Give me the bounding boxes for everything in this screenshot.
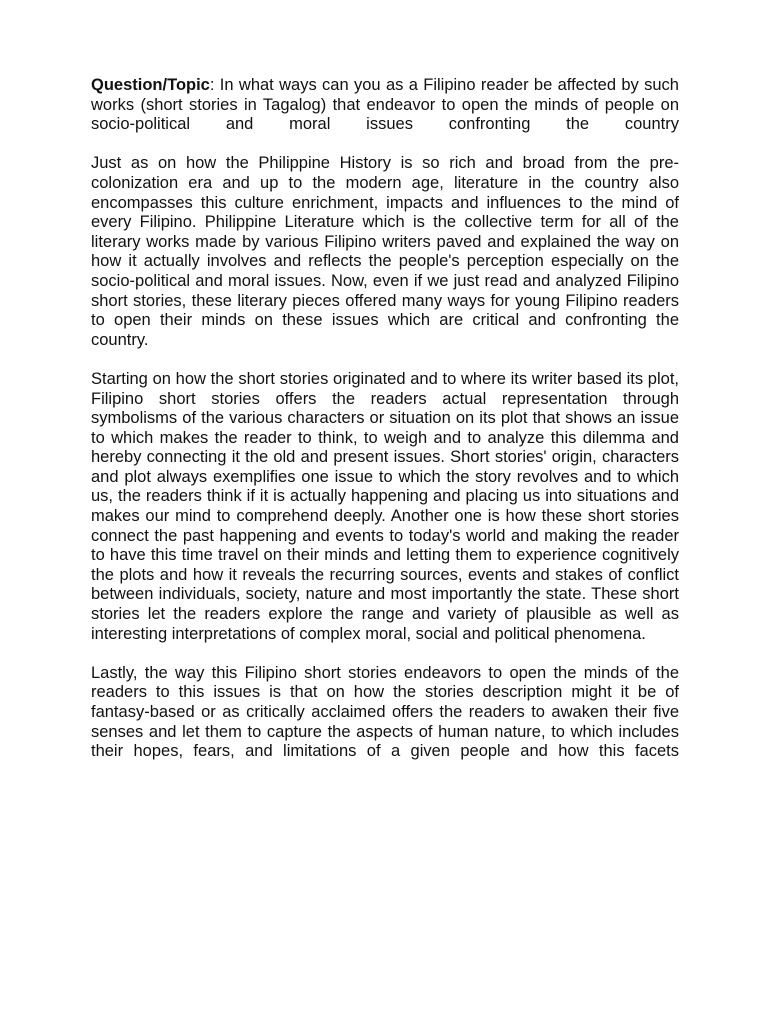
question-topic-text: : In what ways can you as a Filipino reader be affected by such works (short stories in Tagalog) that endeavor to open the minds of people on socio-political and moral issues confronting the country [91,76,679,134]
body-paragraph-1: Just as on how the Philippine History is so rich and broad from the pre-colonization era and up to the modern age, literature in the country also encompasses this culture enrichment, impacts and influences to the mind of every Filipino. Philippine Literature which is the collective term for all of the literary works made by various Filipino writers paved and explained the way on how it actually involves and reflects the people's perception especially on the socio-political and moral issues. Now, even if we just read and analyzed Filipino short stories, these literary pieces offered many ways for young Filipino readers to open their minds on these issues which are critical and confronting the country. [91,154,679,349]
question-topic-label: Question/Topic [91,76,210,94]
body-paragraph-3: Lastly, the way this Filipino short stories endeavors to open the minds of the readers to this issues is that on how the stories description might it be of fantasy-based or as critically acclaimed offers the readers to awaken their five senses and let them to capture the aspects of human nature, to which includes their hopes, fears, and limitations of a given people and how this facets [91,663,679,761]
body-paragraph-2: Starting on how the short stories originated and to where its writer based its plot, Filipino short stories offers the readers actual representation through symbolisms of the various characters or situation on its plot that shows an issue to which makes the reader to think, to weigh and to analyze this dilemma and hereby connecting it the old and present issues. Short stories' origin, characters and plot always exemplifies one issue to which the story revolves and to which us, the readers think if it is actually happening and placing us into situations and makes our mind to comprehend deeply. Another one is how these short stories connect the past happening and events to today's world and making the reader to have this time travel on their minds and letting them to experience cognitively the plots and how it reveals the recurring sources, events and stakes of conflict between individuals, society, nature and most importantly the state. These short stories let the readers explore the range and variety of plausible as well as interesting interpretations of complex moral, social and political phenomena. [91,369,679,643]
question-topic-paragraph [91,76,679,135]
document-page [91,76,679,781]
